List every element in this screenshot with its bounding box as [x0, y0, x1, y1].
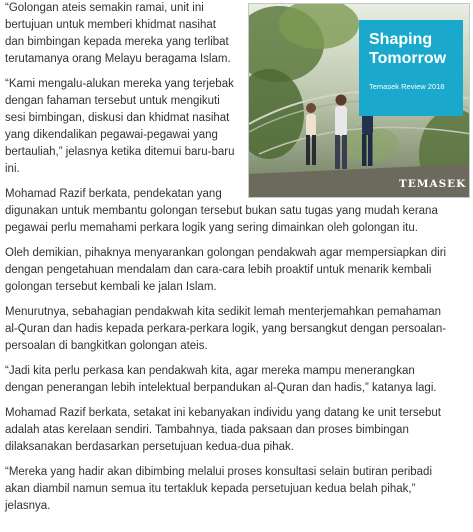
brand-logo: TEMASEK: [399, 178, 467, 190]
ad-subline: Temasek Review 2018: [369, 82, 445, 91]
article-paragraph: Menurutnya, sebahagian pendakwah kita sedikit lemah menterjemahkan pemahaman al-Quran dan hadis kepada perkara-perkara logik, yang bersangkut dengan persoalan- persoalan di bangkitkan golongan ateis.: [5, 306, 447, 352]
ad-headline: Shaping Tomorrow: [369, 31, 447, 67]
article-paragraph: Oleh demikian, pihaknya menyarankan golongan pendakwah agar mempersiapkan diri dengan pengetahuan mendalam dan cara-cara lebih proaktif untuk menarik kembali golongan tersebut kembali ke jalan Islam.: [5, 247, 447, 293]
advertisement-banner[interactable]: [248, 3, 470, 198]
article-paragraph: “Jadi kita perlu perkasa kan pendakwah kita, agar mereka mampu menerangkan dengan penerangan lebih intelektual berpandukan al-Quran dan hadis,” katanya lagi.: [5, 365, 437, 394]
article-paragraph: “Mereka yang hadir akan dibimbing melalui proses konsultasi selain butiran peribadi akan diambil namun semua itu tertakluk kepada persetujuan kedua belah pihak,” jelasnya.: [5, 466, 433, 512]
ad-headline-panel: [359, 20, 463, 116]
article-paragraph: “Golongan ateis semakin ramai, unit ini bertujuan untuk memberi khidmat nasihat dan bimbingan kepada mereka yang terlibat terutamanya orang Melayu beragama Islam.: [5, 2, 231, 65]
article-paragraph: “Kami mengalu-alukan mereka yang terjebak dengan fahaman tersebut untuk mengikuti sesi bimbingan, diskusi dan khidmat nasihat yang dikendalikan pegawai-pegawai yang bertauliah,” jelasnya ketika ditemui baru-baru ini.: [5, 78, 235, 175]
article-paragraph: Mohamad Razif berkata, setakat ini kebanyakan individu yang datang ke unit tersebut adalah atas kerelaan sendiri. Tambahnya, tiada paksaan dan proses bimbingan dilaksanakan berdasarkan persetujuan kedua-dua pihak.: [5, 407, 441, 453]
article-paragraph: Mohamad Razif berkata, pendekatan yang digunakan untuk membantu golongan tersebut bukan satu tugas yang mudah kerana pegawai perlu memahami perkara logik yang sering dimainkan oleh golongan itu.: [5, 188, 438, 234]
